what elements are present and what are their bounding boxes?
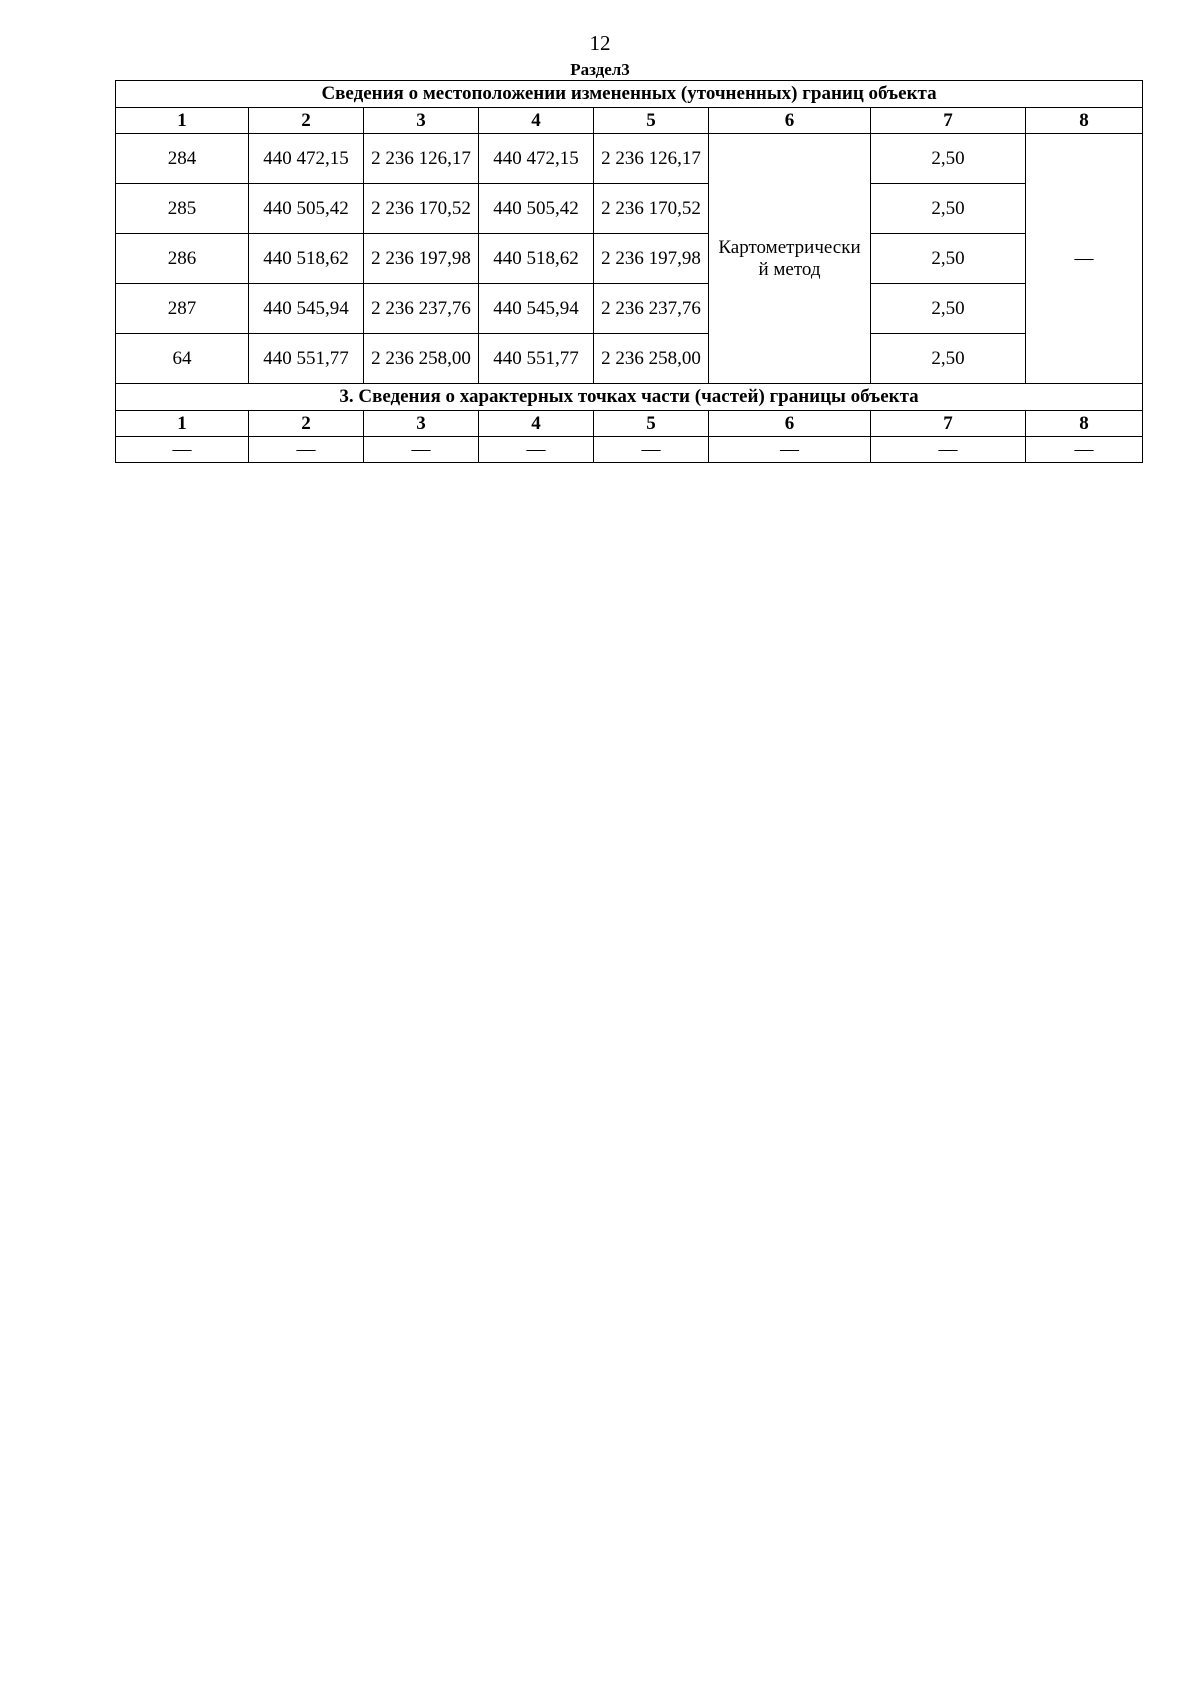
table-row: [116, 334, 1143, 384]
accuracy: 2,50: [871, 184, 1026, 234]
refined-y: 2 236 237,76: [594, 284, 709, 334]
existing-y: 2 236 258,00: [364, 334, 479, 384]
column-number: 5: [594, 411, 709, 437]
column-number: 4: [479, 108, 594, 134]
note-cell: —: [1026, 134, 1143, 384]
empty-cell: —: [709, 437, 871, 463]
accuracy: 2,50: [871, 234, 1026, 284]
refined-y: 2 236 126,17: [594, 134, 709, 184]
existing-y: 2 236 170,52: [364, 184, 479, 234]
point-number: 284: [116, 134, 249, 184]
column-number: 4: [479, 411, 594, 437]
column-number: 1: [116, 108, 249, 134]
refined-y: 2 236 170,52: [594, 184, 709, 234]
table-row: [116, 234, 1143, 284]
empty-cell: —: [594, 437, 709, 463]
point-number: 285: [116, 184, 249, 234]
refined-x: 440 518,62: [479, 234, 594, 284]
column-number: 7: [871, 108, 1026, 134]
column-number: 2: [249, 108, 364, 134]
existing-y: 2 236 237,76: [364, 284, 479, 334]
table-row: [116, 134, 1143, 184]
table-row: [116, 184, 1143, 234]
column-number: 5: [594, 108, 709, 134]
point-number: 287: [116, 284, 249, 334]
table1-caption: Сведения о местоположении измененных (уточненных) границ объекта: [116, 81, 1143, 108]
existing-x: 440 518,62: [249, 234, 364, 284]
column-number: 7: [871, 411, 1026, 437]
point-number: 286: [116, 234, 249, 284]
page-number: 12: [589, 31, 611, 55]
table2-caption-row: [116, 384, 1143, 411]
existing-x: 440 505,42: [249, 184, 364, 234]
refined-x: 440 505,42: [479, 184, 594, 234]
empty-cell: —: [249, 437, 364, 463]
boundary-table: [115, 80, 1143, 463]
accuracy: 2,50: [871, 284, 1026, 334]
table2-caption: 3. Сведения о характерных точках части (частей) границы объекта: [116, 384, 1143, 411]
empty-cell: —: [116, 437, 249, 463]
column-number: 8: [1026, 411, 1143, 437]
column-number: 3: [364, 108, 479, 134]
table-row: [116, 437, 1143, 463]
existing-y: 2 236 197,98: [364, 234, 479, 284]
existing-x: 440 472,15: [249, 134, 364, 184]
accuracy: 2,50: [871, 334, 1026, 384]
refined-y: 2 236 197,98: [594, 234, 709, 284]
point-number: 64: [116, 334, 249, 384]
refined-x: 440 545,94: [479, 284, 594, 334]
method-cell: Картометрически й метод: [709, 134, 871, 384]
existing-y: 2 236 126,17: [364, 134, 479, 184]
table-row: [116, 284, 1143, 334]
column-number: 1: [116, 411, 249, 437]
column-number: 8: [1026, 108, 1143, 134]
empty-cell: —: [364, 437, 479, 463]
table2-column-numbers: [116, 411, 1143, 437]
empty-cell: —: [479, 437, 594, 463]
refined-x: 440 551,77: [479, 334, 594, 384]
section-title: Раздел3: [570, 60, 630, 79]
empty-cell: —: [871, 437, 1026, 463]
accuracy: 2,50: [871, 134, 1026, 184]
existing-x: 440 551,77: [249, 334, 364, 384]
refined-x: 440 472,15: [479, 134, 594, 184]
column-number: 6: [709, 411, 871, 437]
column-number: 3: [364, 411, 479, 437]
table1-column-numbers: [116, 108, 1143, 134]
column-number: 6: [709, 108, 871, 134]
column-number: 2: [249, 411, 364, 437]
refined-y: 2 236 258,00: [594, 334, 709, 384]
existing-x: 440 545,94: [249, 284, 364, 334]
empty-cell: —: [1026, 437, 1143, 463]
table1-caption-row: [116, 81, 1143, 108]
